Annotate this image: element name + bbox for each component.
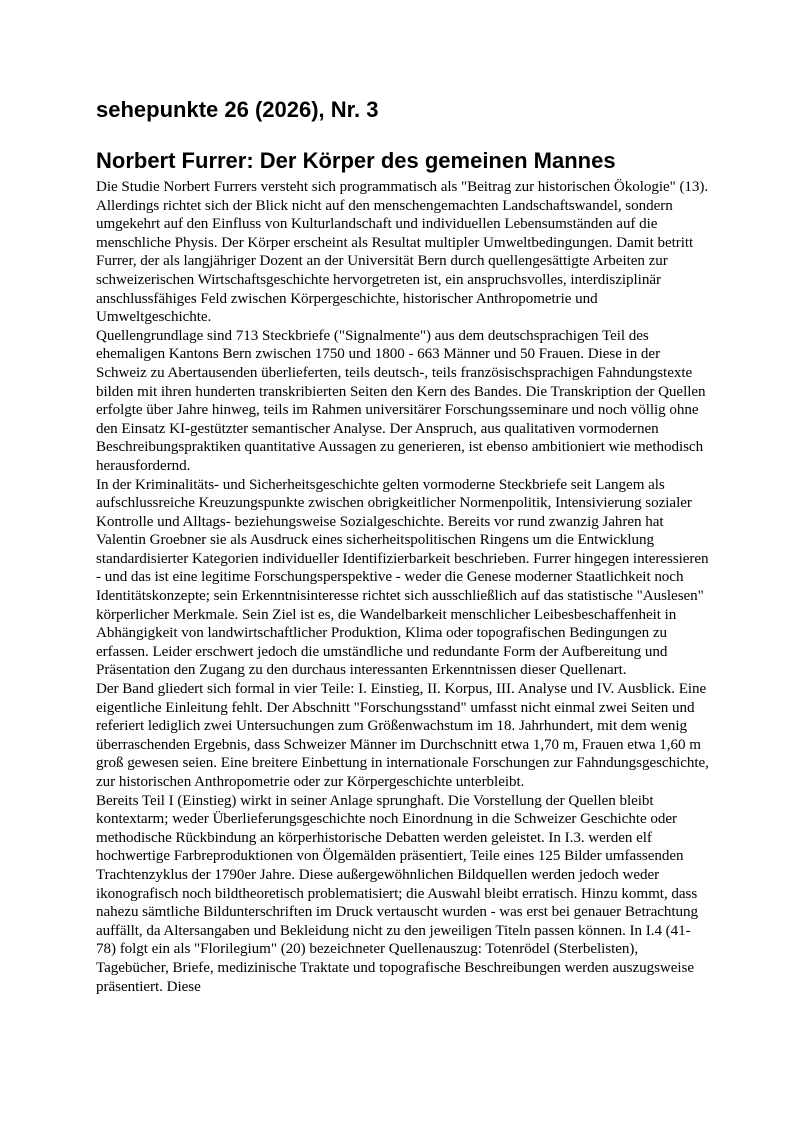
paragraph: Bereits Teil I (Einstieg) wirkt in seiner Anlage sprunghaft. Die Vorstellung der Quellen bleibt kontextarm; weder Überlieferungsgeschichte noch Einordnung in die Schweizer Geschichte oder methodische Rückbindung an körperhistorische Debatten werden geleistet. In I.3. werden elf hochwertige Farbreproduktionen von Ölgemälden präsentiert, Teile eines 125 Bilder umfassenden Trachtenzyklus der 1790er Jahre. Diese außergewöhnlichen Bildquellen werden jedoch weder ikonografisch noch bildtheoretisch problematisiert; die Auswahl bleibt erratisch. Hinzu kommt, dass nahezu sämtliche Bildunterschriften im Druck vertauscht wurden - was erst bei genauer Betrachtung auffällt, da Altersangaben und Bekleidung nicht zu den jeweiligen Titeln passen können. In I.4 (41-78) folgt ein als "Florilegium" (20) bezeichneter Quellenauszug: Totenrödel (Sterbelisten), Tagebücher, Briefe, medizinische Traktate und topografische Beschreibungen werden auszugsweise präsentiert. Diese	[96, 792, 699, 995]
paragraph: Der Band gliedert sich formal in vier Teile: I. Einstieg, II. Korpus, III. Analyse und IV. Ausblick. Eine eigentliche Einleitung fehlt. Der Abschnitt "Forschungsstand" umfasst nicht einmal zwei Seiten und referiert lediglich zwei Untersuchungen zum Größenwachstum im 18. Jahrhundert, mit dem wenig überraschenden Ergebnis, dass Schweizer Männer im Durchschnitt etwa 1,70 m, Frauen etwa 1,60 m groß gewesen seien. Eine breitere Einbettung in internationale Forschungen zur Fahndungsgeschichte, zur historischen Anthropometrie oder zur Körpergeschichte unterbleibt.	[96, 681, 709, 790]
journal-issue-heading: sehepunkte 26 (2026), Nr. 3	[96, 97, 379, 122]
paragraph: In der Kriminalitäts- und Sicherheitsgeschichte gelten vormoderne Steckbriefe seit Langem als aufschlussreiche Kreuzungspunkte zwischen obrigkeitlicher Normenpolitik, Intensivierung sozialer Kontrolle und Alltags- beziehungsweise Sozialgeschichte. Bereits vor rund zwanzig Jahren hat Valentin Groebner sie als Ausdruck eines sicherheitspolitischen Ringens um die Entwicklung standardisierter Kategorien individueller Identifizierbarkeit beschrieben. Furrer hingegen interessieren - und das ist eine legitime Forschungsperspektive - weder die Genese moderner Staatlichkeit noch Identitätskonzepte; sein Erkenntnisinteresse richtet sich ausschließlich auf das statistische "Auslesen" körperlicher Merkmale. Sein Ziel ist es, die Wandelbarkeit menschlicher Leibesbeschaffenheit in Abhängigkeit von landwirtschaftlicher Produktion, Klima oder topografischen Bedingungen zu erfassen. Leider erschwert jedoch die umständliche und redundante Form der Aufbereitung und Präsentation den Zugang zu den durchaus interessanten Erkenntnissen dieser Quellenart.	[96, 476, 709, 679]
paragraph: Quellengrundlage sind 713 Steckbriefe ("Signalmente") aus dem deutschsprachigen Teil des ehemaligen Kantons Bern zwischen 1750 und 1800 - 663 Männer und 50 Frauen. Diese in der Schweiz zu Abertausenden überlieferten, teils deutsch-, teils französischsprachigen Fahndungstexte bilden mit ihren hunderten transkribierten Seiten den Kern des Bandes. Die Transkription der Quellen erfolgte über Jahre hinweg, teils im Rahmen universitärer Forschungsseminare und noch völlig ohne den Einsatz KI-gestützter semantischer Analyse. Der Anspruch, aus qualitativen vormodernen Beschreibungspraktiken quantitative Aussagen zu generieren, ist ebenso ambitioniert wie methodisch herausfordernd.	[96, 327, 706, 474]
document-page	[96, 96, 710, 996]
article-title: Norbert Furrer: Der Körper des gemeinen Mannes	[96, 148, 616, 173]
article-body	[96, 178, 710, 996]
paragraph: Die Studie Norbert Furrers versteht sich programmatisch als "Beitrag zur historischen Ökologie" (13). Allerdings richtet sich der Blick nicht auf den menschengemachten Landschaftswandel, sondern umgekehrt auf den Einfluss von Kulturlandschaft und individuellen Lebensumständen auf die menschliche Physis. Der Körper erscheint als Resultat multipler Umweltbedingungen. Damit betritt Furrer, der als langjähriger Dozent an der Universität Bern durch quellengesättigte Arbeiten zur schweizerischen Wirtschaftsgeschichte hervorgetreten ist, ein anspruchsvolles, interdisziplinär anschlussfähiges Feld zwischen Körpergeschichte, historischer Anthropometrie und Umweltgeschichte.	[96, 179, 709, 326]
